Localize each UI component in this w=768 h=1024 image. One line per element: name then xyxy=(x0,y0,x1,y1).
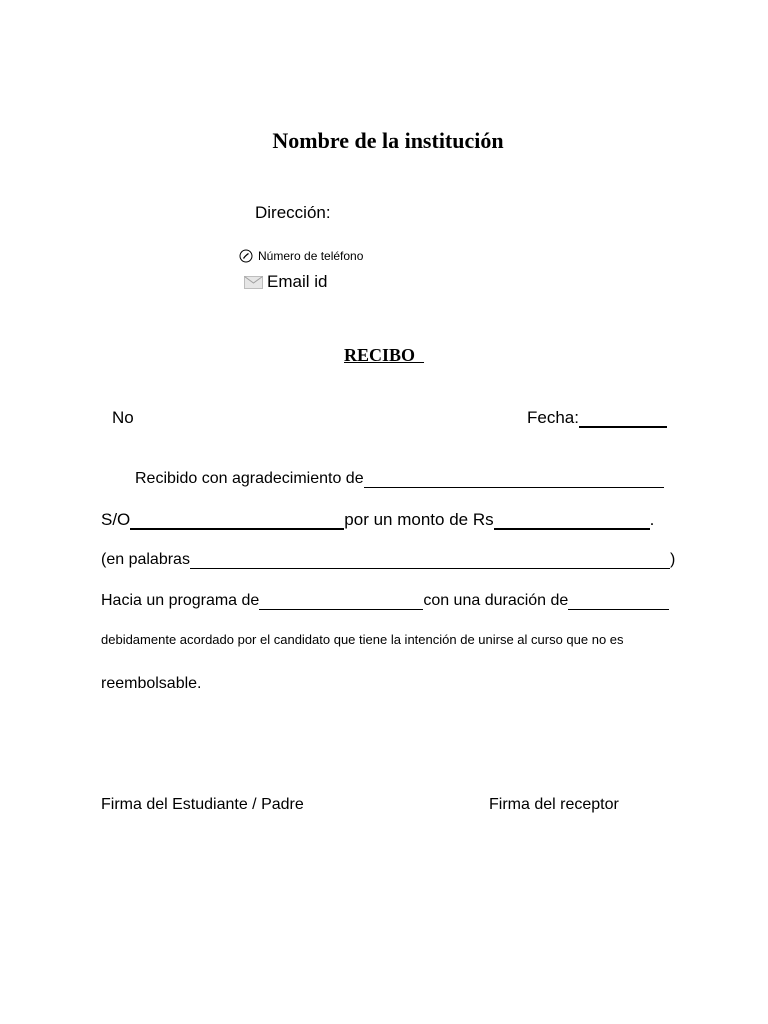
words-row xyxy=(101,551,675,569)
receipt-number-label: No xyxy=(112,408,134,427)
receipt-title: RECIBO xyxy=(344,345,425,365)
receiver-signature-label: Firma del receptor xyxy=(489,796,619,813)
agreed-text: debidamente acordado por el candidato que tiene la intención de unirse al curso que no es xyxy=(101,632,624,647)
email-row xyxy=(244,272,327,292)
email-label: Email id xyxy=(267,272,328,291)
duration-field[interactable] xyxy=(568,595,669,610)
phone-icon xyxy=(239,249,253,263)
words-open: (en palabras xyxy=(101,551,190,568)
institution-name: Nombre de la institución xyxy=(272,128,504,153)
address-label: Dirección: xyxy=(255,203,331,222)
so-row xyxy=(101,510,654,530)
amount-text: por un monto de Rs xyxy=(344,510,494,529)
date-field[interactable] xyxy=(579,412,667,428)
phone-row xyxy=(239,249,363,263)
so-label: S/O xyxy=(101,510,131,529)
student-signature-label: Firma del Estudiante / Padre xyxy=(101,796,304,813)
phone-label: Número de teléfono xyxy=(258,249,364,263)
amount-end: . xyxy=(649,510,655,529)
program-field[interactable] xyxy=(259,595,423,610)
date-label: Fecha: xyxy=(527,408,579,427)
amount-words-field[interactable] xyxy=(190,554,670,569)
program-text: Hacia un programa de xyxy=(101,592,260,609)
envelope-icon xyxy=(244,276,263,289)
amount-field[interactable] xyxy=(494,514,650,530)
duration-text: con una duración de xyxy=(423,592,569,609)
words-close: ) xyxy=(669,551,676,568)
received-from-field[interactable] xyxy=(364,473,664,488)
refund-text: reembolsable. xyxy=(101,675,202,692)
program-row xyxy=(101,592,669,610)
received-row xyxy=(135,470,664,488)
received-text: Recibido con agradecimiento de xyxy=(135,470,364,487)
date-row xyxy=(527,408,667,428)
so-field[interactable] xyxy=(130,514,344,530)
